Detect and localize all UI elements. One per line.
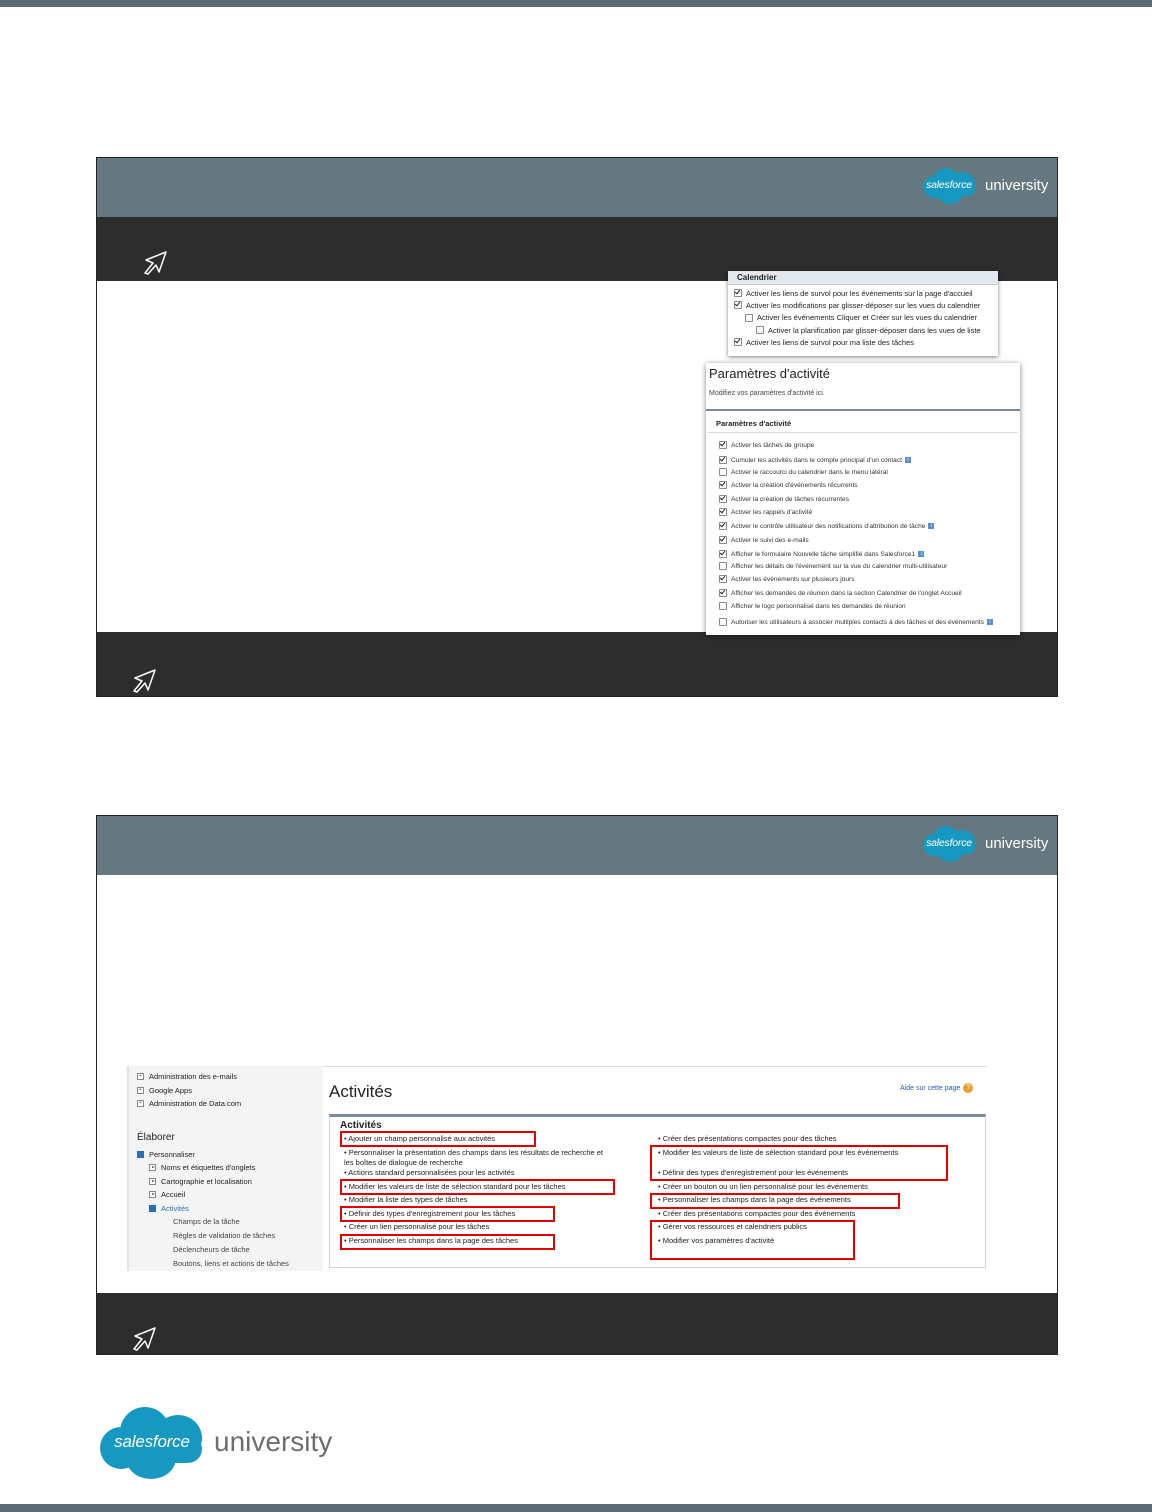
activity-setting-label: Autoriser les utilisateurs à associer multiples contacts à des tâches et des événements: [731, 618, 984, 626]
calendar-setting-label: Activer les liens de survol pour ma liste des tâches: [746, 337, 914, 347]
salesforce-cloud-icon: [919, 824, 979, 862]
sidebar-item[interactable]: [137, 1150, 195, 1159]
cursor-icon: [131, 668, 157, 694]
setup-sidebar: [127, 1066, 324, 1271]
activity-link-label[interactable]: • Créer des présentations compactes pour des tâches: [658, 1134, 837, 1143]
sidebar-item-label: Élaborer: [137, 1132, 175, 1143]
activity-settings-panel: [706, 363, 1020, 635]
sidebar-item[interactable]: [173, 1259, 289, 1268]
activity-setting-row[interactable]: [719, 618, 993, 626]
activity-link-label[interactable]: • Créer des présentations compactes pour des événements: [658, 1209, 856, 1218]
logo-cloud-text: salesforce: [114, 1432, 190, 1451]
sidebar-item[interactable]: [149, 1204, 189, 1213]
activity-setting-label: Afficher les détails de l'événement sur la vue du calendrier multi-utilisateur: [731, 562, 948, 570]
activity-link-left[interactable]: [344, 1168, 515, 1177]
activity-link-label[interactable]: • Modifier les valeurs de liste de sélection standard pour les tâches: [344, 1182, 566, 1191]
calendar-settings-panel: [728, 271, 998, 356]
cursor-icon: [131, 1326, 157, 1352]
logo-cloud-text: salesforce: [926, 179, 972, 191]
checkbox[interactable]: [719, 495, 727, 503]
checkbox[interactable]: [719, 441, 727, 449]
expand-icon[interactable]: +: [137, 1073, 144, 1080]
checkbox[interactable]: [719, 481, 727, 489]
activity-setting-row[interactable]: [719, 508, 812, 516]
activity-setting-row[interactable]: [719, 441, 814, 449]
salesforce-university-logo: [919, 166, 1048, 204]
highlight-box: [340, 1234, 555, 1250]
activity-setting-label: Activer le raccourci du calendrier dans le menu latéral: [731, 468, 888, 476]
activity-setting-label: Activer les rappels d'activité: [731, 508, 813, 516]
activity-link-label[interactable]: • Créer un lien personnalisé pour les tâches: [344, 1222, 490, 1231]
salesforce-cloud-icon: [96, 1405, 208, 1479]
sidebar-item[interactable]: [137, 1072, 237, 1081]
sidebar-item-label[interactable]: Activités: [161, 1204, 189, 1213]
activity-setting-row[interactable]: [719, 562, 947, 570]
sidebar-heading: [137, 1132, 175, 1143]
activities-section: [329, 1114, 986, 1268]
activity-link-right[interactable]: [658, 1236, 774, 1245]
activity-link-right[interactable]: [658, 1168, 848, 1177]
bottom-rule: [0, 1504, 1152, 1512]
checkbox[interactable]: [719, 522, 727, 530]
activity-section-title: Paramètres d'activité: [716, 419, 792, 428]
logo-university-text: university: [985, 834, 1049, 852]
checkbox[interactable]: [719, 536, 727, 544]
checkbox[interactable]: [734, 289, 742, 297]
activity-link-right[interactable]: [658, 1182, 868, 1191]
activity-setting-row[interactable]: [719, 589, 962, 597]
activity-setting-row[interactable]: [719, 522, 934, 530]
collapse-icon[interactable]: [149, 1205, 156, 1212]
activity-setting-row[interactable]: [719, 456, 911, 464]
activity-link-right[interactable]: [658, 1134, 837, 1143]
activity-link-label[interactable]: • Définir des types d'enregistrement pour les événements: [658, 1168, 848, 1177]
checkbox[interactable]: [745, 314, 753, 322]
logo-cloud-text: salesforce: [926, 837, 972, 849]
checkbox[interactable]: [719, 508, 727, 516]
activity-setting-row[interactable]: [719, 550, 924, 558]
activity-setting-row[interactable]: [719, 602, 906, 610]
calendar-setting-label: Activer les liens de survol pour les événements sur la page d'accueil: [746, 288, 973, 298]
highlight-box: [650, 1193, 900, 1209]
sidebar-item[interactable]: [149, 1190, 185, 1199]
highlight-box: [340, 1179, 615, 1195]
expand-icon[interactable]: +: [137, 1087, 144, 1094]
calendar-setting-label: Activer les modifications par glisser-déposer sur les vues du calendrier: [746, 300, 981, 310]
calendar-setting-label: Activer la planification par glisser-déposer dans les vues de liste: [768, 325, 981, 335]
sidebar-item-label[interactable]: Règles de validation de tâches: [173, 1231, 276, 1240]
activity-link-left[interactable]: [344, 1148, 603, 1168]
checkbox[interactable]: [734, 338, 742, 346]
checkbox[interactable]: [719, 575, 727, 583]
sidebar-item[interactable]: [137, 1099, 241, 1108]
help-icon: ?: [963, 1083, 973, 1093]
activity-setting-row[interactable]: [719, 481, 858, 489]
sidebar-item-label[interactable]: Administration de Data.com: [149, 1099, 242, 1108]
checkbox[interactable]: [719, 618, 727, 626]
calendar-setting-row[interactable]: [728, 287, 998, 299]
highlight-box: [340, 1206, 555, 1222]
top-rule: [0, 0, 1152, 7]
sidebar-item[interactable]: [173, 1245, 250, 1254]
sidebar-item[interactable]: [173, 1217, 240, 1226]
activity-link-label[interactable]: • Modifier la liste des types de tâches: [344, 1195, 468, 1204]
activity-setting-row[interactable]: [719, 536, 809, 544]
checkbox[interactable]: [756, 326, 764, 334]
sidebar-item-label[interactable]: Champs de la tâche: [173, 1217, 240, 1226]
page-title: Activités: [329, 1082, 393, 1101]
calendar-header: Calendrier: [728, 271, 998, 285]
activity-link-label[interactable]: • Définir des types d'enregistrement pour les tâches: [344, 1209, 516, 1218]
expand-arrow-icon[interactable]: [149, 1191, 156, 1198]
sidebar-item[interactable]: [149, 1163, 255, 1172]
activity-setting-label: Activer la création d'événements récurrents: [731, 481, 858, 489]
activity-link-label[interactable]: • Modifier vos paramètres d'activité: [658, 1236, 775, 1245]
activity-link-label[interactable]: • Personnaliser les champs dans la page des tâches: [344, 1236, 518, 1245]
activity-link-label[interactable]: • Personnaliser les champs dans la page des événements: [658, 1195, 851, 1204]
footer-band: [97, 632, 1057, 696]
help-link[interactable]: [900, 1083, 973, 1093]
sidebar-item-label[interactable]: Accueil: [161, 1190, 186, 1199]
activity-link-label[interactable]: • Personnaliser la présentation des champs dans les résultats de recherche et: [344, 1148, 604, 1157]
activity-link-label[interactable]: • Créer un bouton ou un lien personnalisé pour les événements: [658, 1182, 868, 1191]
calendar-setting-row[interactable]: [728, 312, 998, 324]
checkbox[interactable]: [719, 550, 727, 558]
logo-university-text: university: [214, 1426, 333, 1457]
calendar-setting-row[interactable]: [728, 299, 998, 311]
sidebar-item[interactable]: [137, 1086, 192, 1095]
activity-setting-row[interactable]: [719, 575, 855, 583]
divider: [708, 432, 1018, 433]
collapse-icon[interactable]: [137, 1151, 144, 1158]
setup-screenshot: [127, 1066, 987, 1271]
expand-arrow-icon[interactable]: [149, 1178, 156, 1185]
info-icon[interactable]: i: [987, 619, 993, 625]
activity-setting-label: Activer le suivi des e-mails: [731, 536, 809, 544]
activity-link-left[interactable]: [344, 1195, 468, 1204]
slide-header: [97, 816, 1057, 875]
salesforce-university-logo: [919, 824, 1048, 862]
activity-link-label[interactable]: • Modifier les valeurs de liste de sélection standard pour les événements: [658, 1148, 899, 1157]
sidebar-item-label[interactable]: Noms et étiquettes d'onglets: [161, 1163, 256, 1172]
sidebar-item-label[interactable]: Cartographie et localisation: [161, 1177, 252, 1186]
slide-calendar-settings: [96, 157, 1058, 697]
activity-setting-label: Afficher le logo personnalisé dans les demandes de réunion: [731, 602, 906, 610]
checkbox[interactable]: [719, 468, 727, 476]
expand-icon[interactable]: +: [137, 1100, 144, 1107]
info-icon[interactable]: i: [918, 551, 924, 557]
sidebar-item-label[interactable]: Administration des e-mails: [149, 1072, 237, 1081]
activity-link-left[interactable]: [344, 1222, 489, 1231]
activities-page: [323, 1066, 987, 1272]
help-link-label[interactable]: Aide sur cette page: [900, 1084, 961, 1092]
calendar-setting-label: Activer les événements Cliquer et Créer sur les vues du calendrier: [757, 313, 978, 323]
checkbox[interactable]: [719, 602, 727, 610]
section-title: Activités: [340, 1120, 382, 1131]
checkbox[interactable]: [734, 301, 742, 309]
sidebar-item-label[interactable]: Boutons, liens et actions de tâches: [173, 1259, 289, 1268]
activity-title: Paramètres d'activité: [709, 366, 830, 381]
activity-link-right[interactable]: [658, 1209, 855, 1218]
activity-setting-label: Activer le contrôle utilisateur des notifications d'attribution de tâche: [731, 522, 926, 530]
logo-university-text: university: [985, 176, 1049, 194]
activity-setting-label: Activer les événements sur plusieurs jours: [731, 575, 855, 583]
salesforce-cloud-icon: [919, 166, 979, 204]
activity-subtitle: Modifiez vos paramètres d'activité ici.: [709, 390, 825, 397]
sidebar-item-label[interactable]: Google Apps: [149, 1086, 192, 1095]
sidebar-item-label[interactable]: Déclencheurs de tâche: [173, 1245, 250, 1254]
expand-arrow-icon[interactable]: [149, 1164, 156, 1171]
divider: [706, 409, 1020, 411]
activity-setting-row[interactable]: [719, 468, 888, 476]
highlight-box: [340, 1131, 536, 1147]
info-icon[interactable]: i: [928, 523, 934, 529]
checkbox[interactable]: [719, 456, 727, 464]
activity-setting-label: Activer les tâches de groupe: [731, 441, 815, 449]
sidebar-item[interactable]: [173, 1231, 275, 1240]
calendar-setting-row[interactable]: [728, 336, 998, 348]
checkbox[interactable]: [719, 589, 727, 597]
footer-band: [97, 1293, 1057, 1354]
activity-setting-label: Cumuler les activités dans le compte principal d'un contact: [731, 456, 902, 464]
checkbox[interactable]: [719, 562, 727, 570]
footer-logo: [96, 1405, 332, 1479]
info-icon[interactable]: i: [905, 457, 911, 463]
sidebar-item[interactable]: [149, 1177, 252, 1186]
calendar-setting-row[interactable]: [728, 324, 998, 336]
sidebar-item-label[interactable]: Personnaliser: [149, 1150, 195, 1159]
cursor-icon: [142, 250, 168, 276]
activity-link-label[interactable]: • Actions standard personnalisées pour les activités: [344, 1168, 515, 1177]
activity-link-label-cont[interactable]: les boîtes de dialogue de recherche: [344, 1158, 463, 1167]
activity-link-label[interactable]: • Ajouter un champ personnalisé aux activités: [344, 1134, 496, 1143]
slide-header: [97, 158, 1057, 217]
activity-setting-row[interactable]: [719, 495, 849, 503]
activity-link-label[interactable]: • Gérer vos ressources et calendriers publics: [658, 1222, 807, 1231]
slide-activities-setup: [96, 815, 1058, 1355]
activity-setting-label: Activer la création de tâches récurrentes: [731, 495, 850, 503]
activity-setting-label: Afficher les demandes de réunion dans la section Calendrier de l'onglet Accueil: [731, 589, 962, 597]
activity-setting-label: Afficher le formulaire Nouvelle tâche simplifié dans Salesforce1: [731, 550, 916, 558]
